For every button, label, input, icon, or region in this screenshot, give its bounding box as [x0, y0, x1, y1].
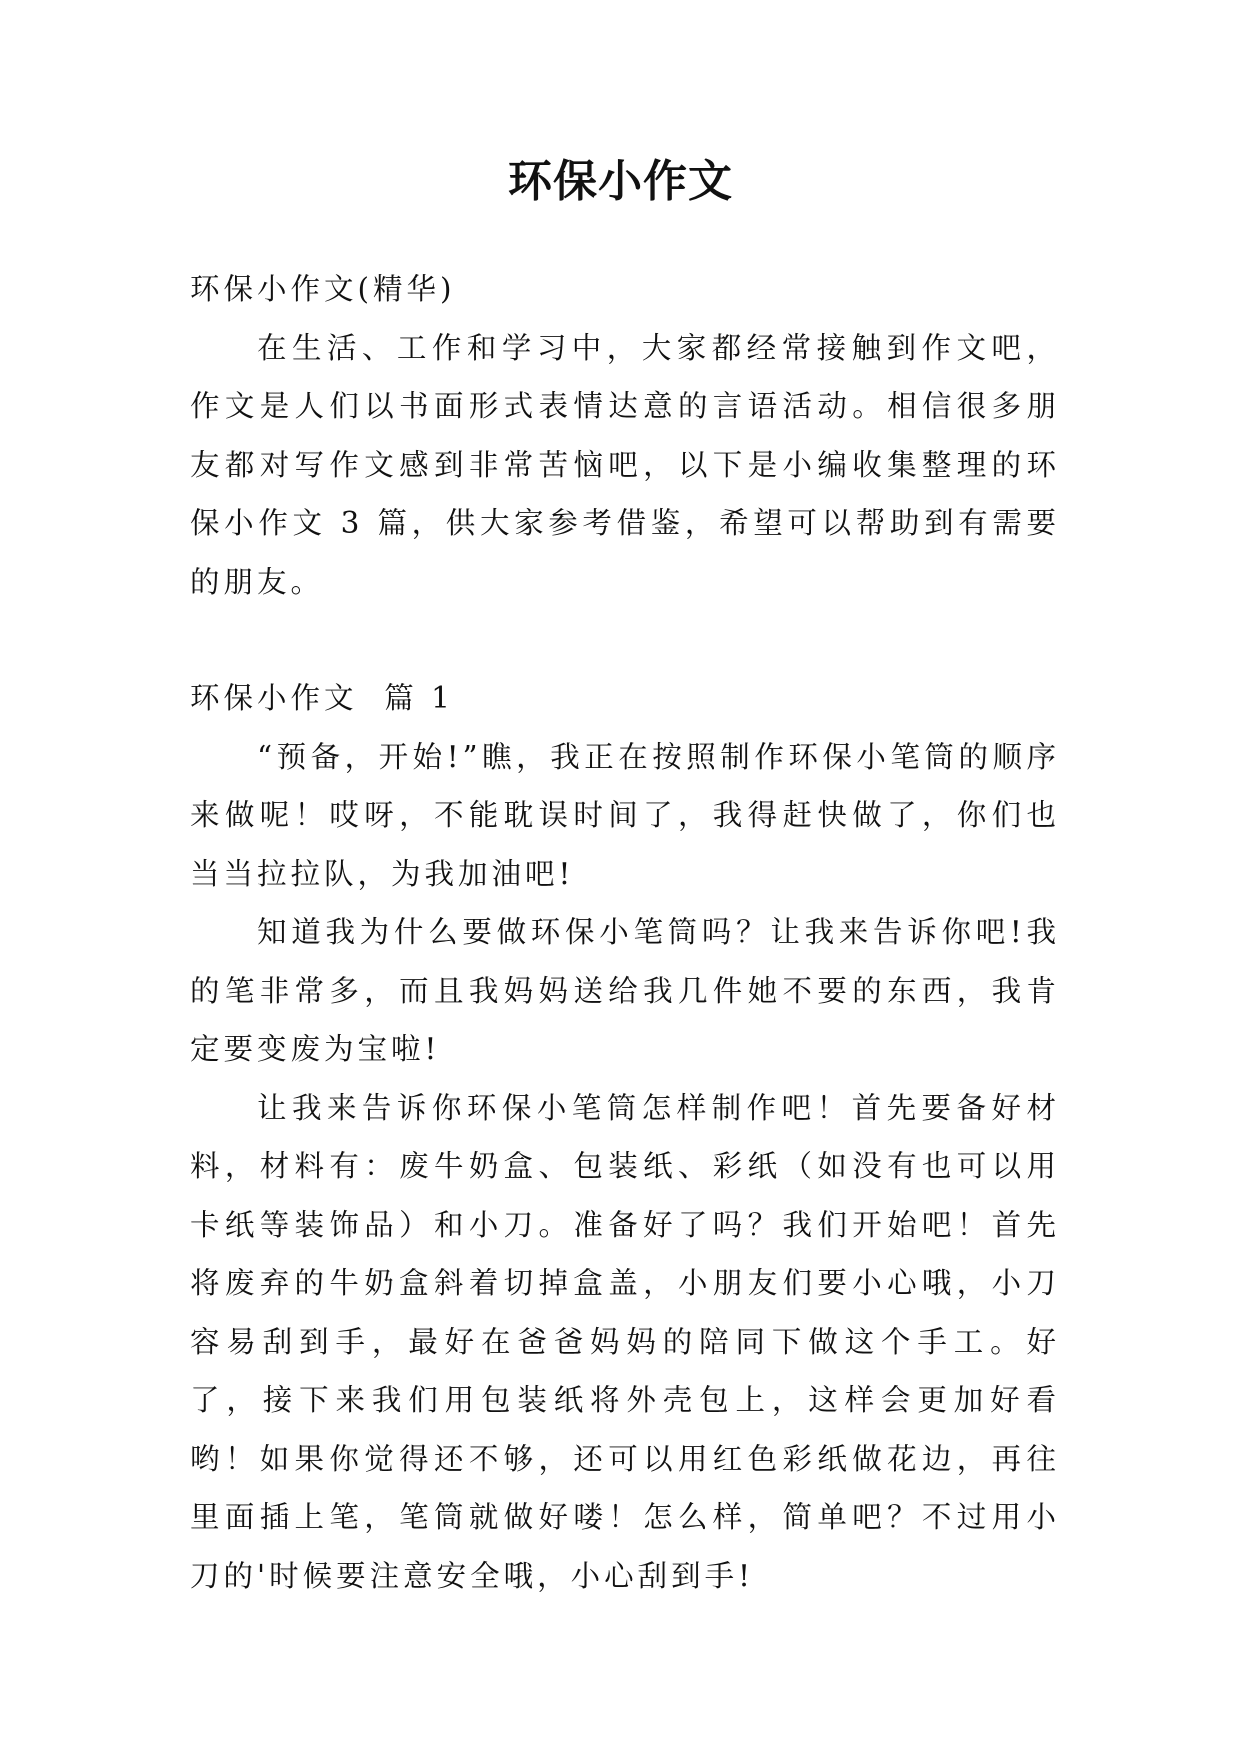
intro-paragraph: 在生活、工作和学习中，大家都经常接触到作文吧，作文是人们以书面形式表情达意的言语活动。相信很多朋友都对写作文感到非常苦恼吧，以下是小编收集整理的环保小作文 3 篇，供大家参考借鉴，希望可以帮助到有需要的朋友。	[190, 330, 1060, 599]
section-paragraph: “预备，开始!”瞧，我正在按照制作环保小笔筒的顺序来做呢！哎呀，不能耽误时间了，我得赶快做了，你们也当当拉拉队，为我加油吧!	[190, 739, 1060, 891]
section-paragraph: 让我来告诉你环保小笔筒怎样制作吧！首先要备好材料，材料有：废牛奶盒、包装纸、彩纸（如没有也可以用卡纸等装饰品）和小刀。准备好了吗？我们开始吧！首先将废弃的牛奶盒斜着切掉盒盖，小朋友们要小心哦，小刀容易刮到手，最好在爸爸妈妈的陪同下做这个手工。好了，接下来我们用包装纸将外壳包上，这样会更加好看哟！如果你觉得还不够，还可以用红色彩纸做花边，再往里面插上笔，笔筒就做好喽！怎么样，简单吧？不过用小刀的'时候要注意安全哦，小心刮到手!	[190, 1090, 1060, 1593]
document-body	[190, 260, 1060, 1605]
section-heading: 环保小作文 篇 1	[190, 681, 454, 715]
document-subtitle: 环保小作文(精华)	[190, 272, 456, 306]
paragraph-spacer	[190, 611, 1060, 669]
document-title: 环保小作文	[508, 156, 733, 207]
section-paragraph: 知道我为什么要做环保小笔筒吗？让我来告诉你吧!我的笔非常多，而且我妈妈送给我几件她不要的东西，我肯定要变废为宝啦!	[190, 915, 1060, 1066]
